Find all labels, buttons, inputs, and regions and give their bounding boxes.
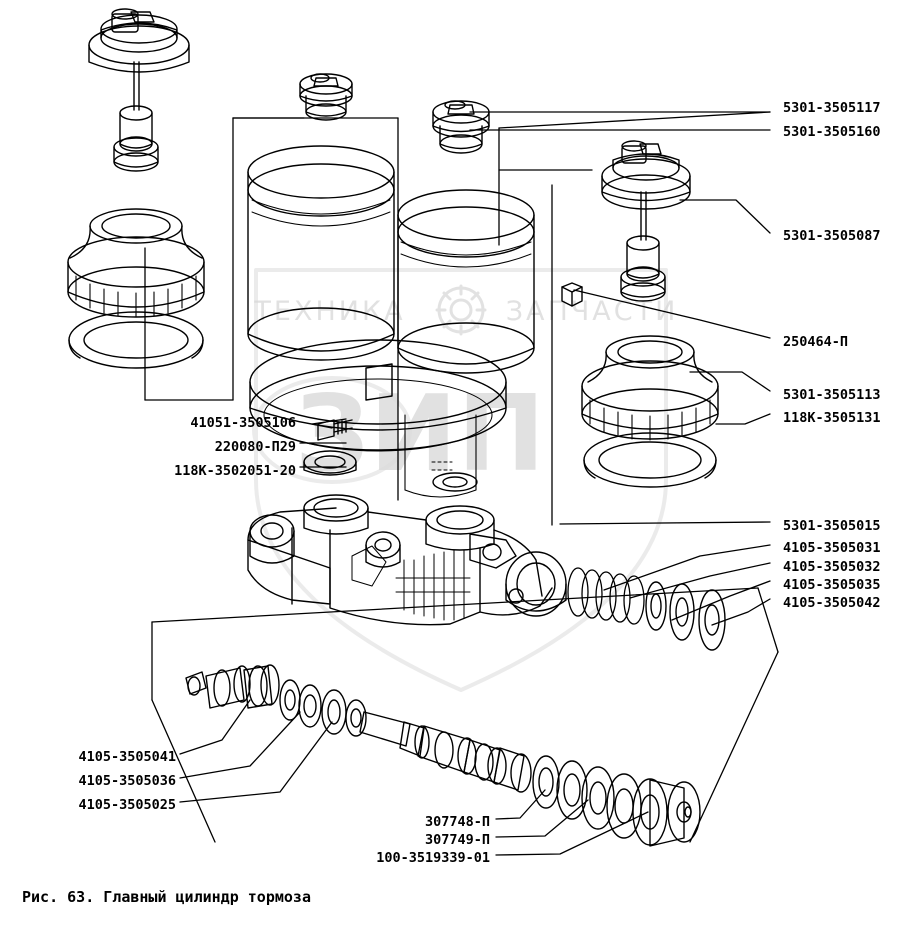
part-piston-rod-front	[186, 665, 410, 746]
part-label-4105-3505041: 4105-3505041	[78, 749, 176, 765]
part-label-250464-p: 250464-П	[783, 334, 849, 350]
part-label-5301-3505015: 5301-3505015	[783, 518, 881, 534]
part-reservoir-cap-left	[89, 9, 189, 171]
part-label-4105-3505025: 4105-3505025	[78, 797, 176, 813]
part-label-4105-3505035: 4105-3505035	[783, 577, 881, 593]
svg-text:ЗАПЧАСТИ: ЗАПЧАСТИ	[505, 296, 679, 327]
part-plug-top-right	[433, 101, 489, 153]
part-reservoir-cover-right	[582, 336, 718, 487]
part-label-4105-3505036: 4105-3505036	[78, 773, 176, 789]
part-label-118k-3505131: 118К-3505131	[783, 410, 881, 426]
part-label-5301-3505087: 5301-3505087	[783, 228, 881, 244]
part-label-307748-p: 307748-П	[424, 814, 490, 830]
part-label-100-3519339-01: 100-3519339-01	[376, 850, 490, 866]
part-label-5301-3505113: 5301-3505113	[783, 387, 881, 403]
part-label-4105-3505042: 4105-3505042	[783, 595, 881, 611]
part-reservoir-front	[398, 190, 534, 373]
svg-text:ТЕХНИКА: ТЕХНИКА	[254, 296, 406, 327]
part-label-5301-3505117: 5301-3505117	[783, 100, 881, 116]
part-plug-top-middle	[300, 74, 352, 120]
part-label-4105-3505031: 4105-3505031	[783, 540, 881, 556]
part-label-5301-3505160: 5301-3505160	[783, 124, 881, 140]
part-label-118k-3502051-20: 118К-3502051-20	[174, 463, 296, 479]
part-reservoir-rear	[248, 146, 394, 360]
part-reservoir-cover-left	[68, 209, 204, 368]
part-label-41051-3505106: 41051-3505106	[190, 415, 296, 431]
svg-text:ЗИП: ЗИП	[294, 373, 546, 495]
part-master-cylinder-body	[248, 495, 566, 625]
part-spring-washer-stack	[568, 568, 725, 650]
part-sensor-connector	[562, 283, 582, 306]
part-label-220080-p29: 220080-П29	[214, 439, 296, 455]
figure-caption: Рис. 63. Главный цилиндр тормоза	[22, 888, 311, 906]
part-reservoir-cap-right	[602, 141, 690, 301]
part-label-4105-3505032: 4105-3505032	[783, 559, 881, 575]
part-label-307749-p: 307749-П	[424, 832, 490, 848]
